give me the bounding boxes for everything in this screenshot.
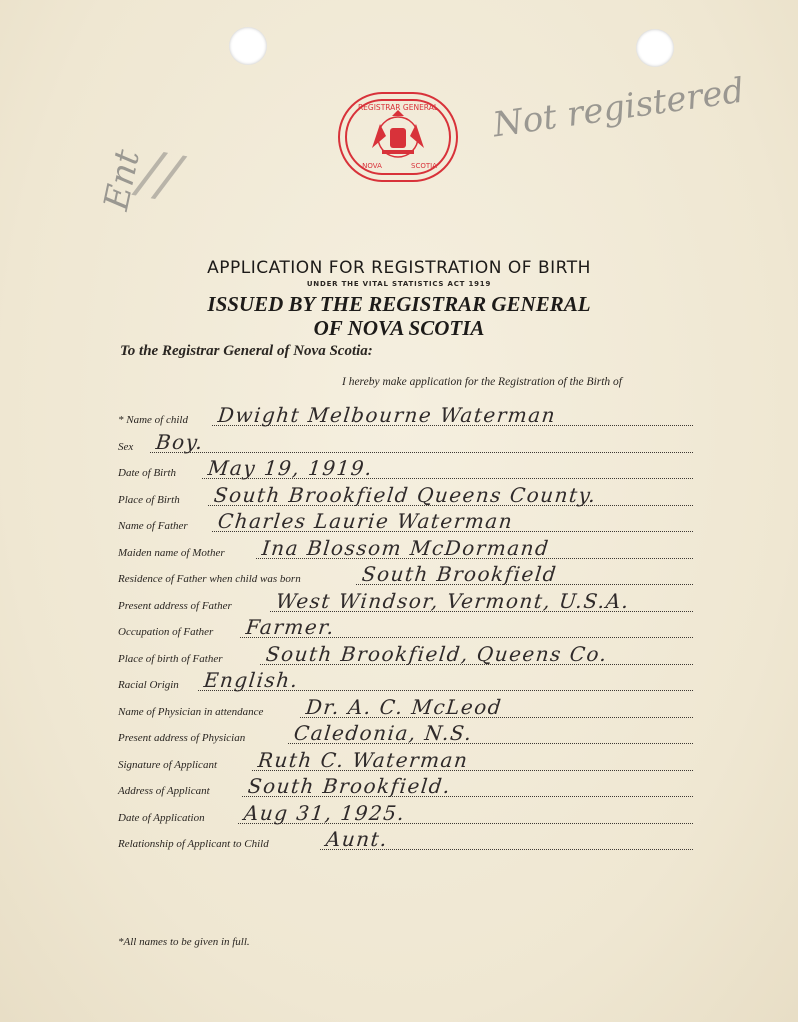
punch-hole-left (229, 27, 267, 65)
field-label: Residence of Father when child was born (118, 573, 301, 585)
pencil-annotation-ent: Ent (96, 146, 149, 214)
field-label: Racial Origin (118, 679, 179, 691)
field-row (118, 643, 693, 667)
salutation: To the Registrar General of Nova Scotia: (120, 343, 373, 359)
field-row (118, 669, 693, 693)
field-handwritten-value: South Brookfield. (246, 774, 453, 798)
field-handwritten-value: Ina Blossom McDormand (260, 535, 551, 560)
footnote: *All names to be given in full. (118, 936, 250, 948)
seal-top-text: REGISTRAR GENERAL (357, 103, 439, 112)
seal-bottom-left-text: NOVA (362, 162, 382, 170)
field-handwritten-value: South Brookfield Queens County. (212, 482, 598, 507)
field-handwritten-value: Dwight Melbourne Waterman (216, 403, 558, 427)
seal-bottom-right-text: SCOTIA (411, 162, 437, 170)
field-row (118, 722, 693, 746)
field-label: Address of Applicant (118, 785, 210, 797)
field-label: * Name of child (118, 414, 188, 426)
field-handwritten-value: English. (202, 668, 300, 692)
field-handwritten-value: Boy. (154, 429, 206, 454)
pencil-annotation-not-registered: Not registered (490, 70, 747, 146)
field-row (118, 749, 693, 773)
pencil-slashes: // (134, 137, 185, 211)
field-handwritten-value: May 19, 1919. (206, 456, 375, 480)
field-label: Maiden name of Mother (118, 546, 225, 559)
field-handwritten-value: Aug 31, 1925. (242, 800, 407, 825)
field-handwritten-value: Caledonia, N.S. (292, 721, 474, 745)
field-row (118, 404, 693, 428)
field-row (118, 616, 693, 640)
field-label: Signature of Applicant (118, 758, 217, 771)
form-title: APPLICATION FOR REGISTRATION OF BIRTH (207, 258, 591, 278)
field-label: Present address of Physician (118, 732, 246, 744)
field-label: Present address of Father (118, 599, 232, 612)
field-label: Place of Birth (118, 493, 180, 506)
field-row (118, 431, 693, 455)
field-label: Place of birth of Father (118, 652, 223, 665)
field-handwritten-value: Dr. A. C. McLeod (304, 694, 504, 719)
field-handwritten-value: Ruth C. Waterman (256, 747, 470, 772)
field-label: Occupation of Father (118, 626, 214, 638)
field-handwritten-value: Aunt. (324, 827, 390, 851)
registrar-general-seal-icon (336, 90, 460, 184)
field-row (118, 563, 693, 587)
field-row (118, 510, 693, 534)
intro-text: I hereby make application for the Registration of the Birth of (342, 376, 622, 388)
field-row (118, 484, 693, 508)
field-row (118, 802, 693, 826)
form-subtitle: UNDER THE VITAL STATISTICS ACT 1919 (306, 280, 492, 288)
field-handwritten-value: South Brookfield, Queens Co. (264, 641, 609, 666)
issuer-line-1: ISSUED BY THE REGISTRAR GENERAL (207, 292, 591, 316)
field-handwritten-value: West Windsor, Vermont, U.S.A. (274, 588, 632, 613)
field-underline (150, 452, 693, 453)
field-row (118, 537, 693, 561)
field-row (118, 590, 693, 614)
field-row (118, 457, 693, 481)
field-label: Relationship of Applicant to Child (118, 838, 269, 850)
field-label: Date of Birth (118, 467, 177, 479)
field-row (118, 828, 693, 852)
issuer-line-2: OF NOVA SCOTIA (313, 316, 485, 340)
field-handwritten-value: Charles Laurie Waterman (216, 509, 515, 533)
field-row (118, 775, 693, 799)
punch-hole-right (636, 29, 674, 67)
field-handwritten-value: South Brookfield (360, 562, 559, 586)
field-label: Name of Father (118, 520, 188, 532)
field-row (118, 696, 693, 720)
field-label: Sex (118, 440, 134, 453)
field-label: Date of Application (118, 811, 205, 824)
field-label: Name of Physician in attendance (118, 705, 264, 718)
field-handwritten-value: Farmer. (244, 615, 337, 639)
